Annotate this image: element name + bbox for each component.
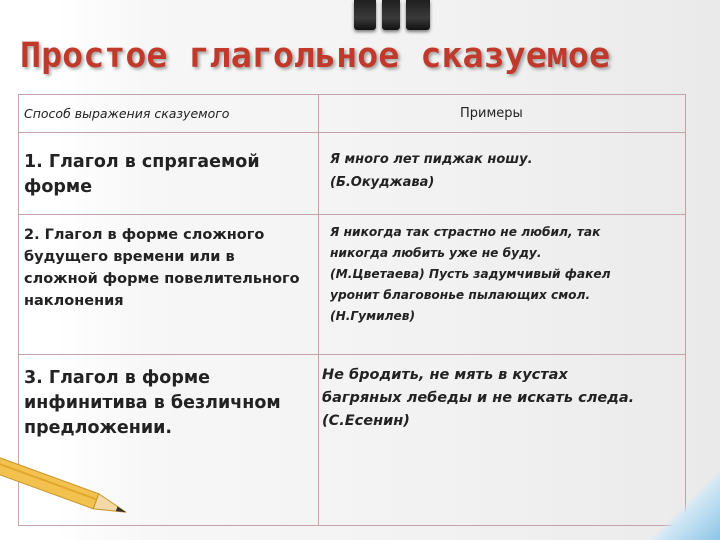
row2-method-line: 2. Глагол в форме сложного [24, 227, 265, 243]
header-examples: Примеры [460, 106, 523, 121]
row2-example-line: Я никогда так страстно не любил, так [330, 225, 601, 239]
row2-method [24, 224, 300, 312]
row3-method-line: предложении. [24, 418, 173, 438]
row3-example [322, 364, 634, 433]
row2-method-line: сложной форме повелительного [24, 271, 300, 287]
row2-example-line: никогда любить уже не буду. [330, 246, 542, 260]
row1-example-line: (Б.Окуджава) [330, 175, 435, 190]
row1-method-line: форме [24, 177, 93, 197]
row1-example-line: Я много лет пиджак ношу. [330, 152, 533, 167]
row3-method-line: инфинитива в безличном [24, 393, 281, 413]
row1-example [330, 148, 533, 194]
row2-example [330, 222, 611, 327]
row2-example-line: (М.Цветаева) Пусть задумчивый факел [330, 267, 611, 281]
row3-method [24, 366, 281, 441]
row2-example-line: (Н.Гумилев) [330, 309, 416, 323]
slide-title: Простое глагольное сказуемое [20, 36, 611, 76]
binder-clips-icon [354, 0, 432, 34]
page-curl-icon [630, 450, 720, 540]
row3-example-line: (С.Есенин) [322, 413, 410, 429]
predicate-table [18, 94, 686, 526]
row2-method-line: будущего времени или в [24, 249, 235, 265]
row2-method-line: наклонения [24, 293, 124, 309]
row3-example-line: багряных лебеды и не искать следа. [322, 390, 635, 406]
row2-example-line: уронит благовонье пылающих смол. [330, 288, 591, 302]
header-method: Способ выражения сказуемого [24, 106, 230, 121]
row1-method [24, 150, 260, 200]
row3-example-line: Не бродить, не мять в кустах [322, 367, 568, 383]
row1-method-line: 1. Глагол в спрягаемой [24, 152, 260, 172]
row3-method-line: 3. Глагол в форме [24, 368, 211, 388]
